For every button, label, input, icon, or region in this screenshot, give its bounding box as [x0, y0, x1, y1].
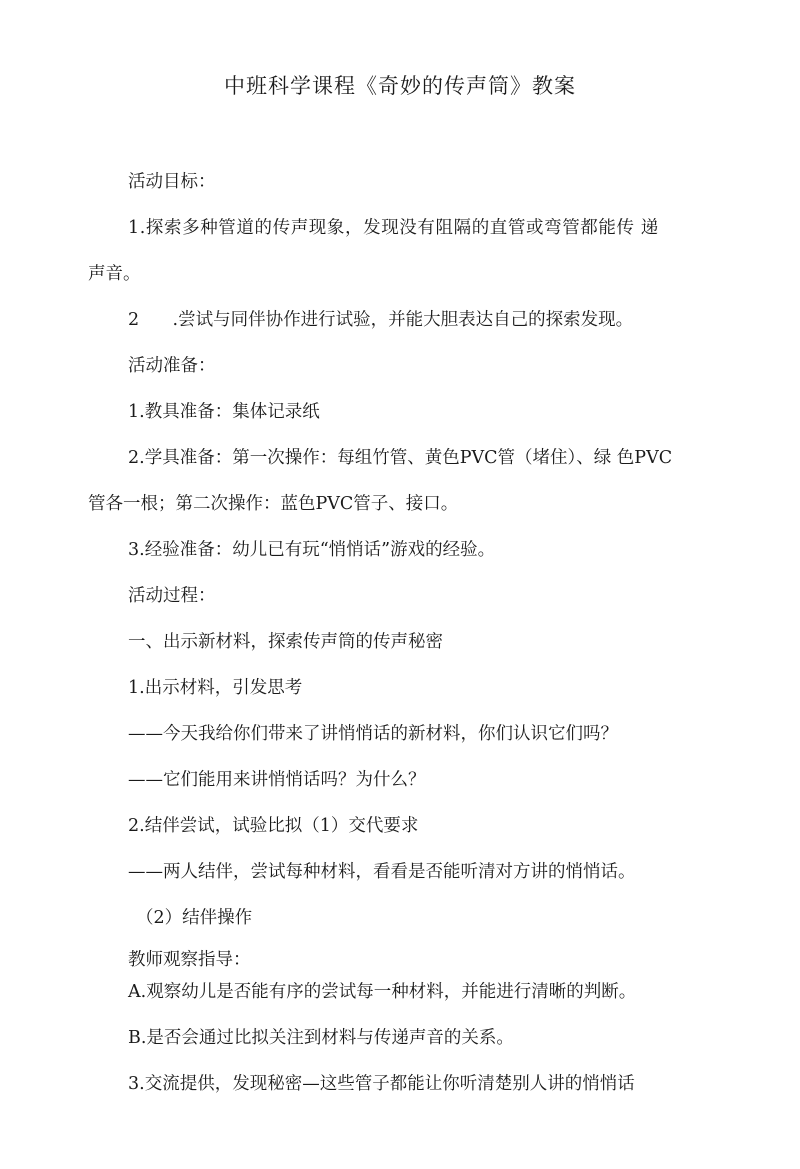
paragraph-line: 3.经验准备：幼儿已有玩“悄悄话”游戏的经验。: [128, 540, 496, 560]
section-heading-process: 活动过程：: [128, 586, 216, 606]
paragraph-line: 1.出示材料，引发思考: [128, 678, 303, 698]
paragraph-line: B.是否会通过比拟关注到材料与传递声音的关系。: [128, 1028, 514, 1048]
paragraph-line: A.观察幼儿是否能有序的尝试每一种材料，并能进行清晰的判断。: [128, 982, 637, 1002]
paragraph-line: 1.探索多种管道的传声现象，发现没有阻隔的直管或弯管都能传 递: [128, 218, 659, 238]
section-heading-goals: 活动目标：: [128, 172, 216, 192]
paragraph-line: （2）结伴操作: [136, 908, 253, 928]
paragraph-line: ——两人结伴，尝试每种材料，看看是否能听清对方讲的悄悄话。: [128, 862, 636, 882]
paragraph-line: ——它们能用来讲悄悄话吗？为什么？: [128, 770, 426, 790]
paragraph-line: 一、出示新材料，探索传声筒的传声秘密: [128, 632, 443, 652]
paragraph-line: 管各一根；第二次操作：蓝色PVC管子、接口。: [88, 494, 459, 514]
document-title: 中班科学课程《奇妙的传声筒》教案: [224, 74, 576, 98]
paragraph-line: 声音。: [88, 264, 141, 284]
paragraph-line: 1.教具准备：集体记录纸: [128, 402, 320, 422]
paragraph-line: 2.结伴尝试，试验比拟（1）交代要求: [128, 816, 419, 836]
paragraph-line: 2 .尝试与同伴协作进行试验，并能大胆表达自己的探索发现。: [128, 310, 634, 330]
paragraph-line: 3.交流提供，发现秘密—这些管子都能让你听清楚别人讲的悄悄话: [128, 1074, 635, 1094]
section-heading-preparation: 活动准备：: [128, 356, 216, 376]
paragraph-line: ——今天我给你们带来了讲悄悄话的新材料，你们认识它们吗？: [128, 724, 618, 744]
paragraph-line: 2.学具准备：第一次操作：每组竹管、黄色PVC管（堵住）、绿 色PVC: [128, 448, 673, 468]
paragraph-line: 教师观察指导：: [128, 950, 251, 970]
